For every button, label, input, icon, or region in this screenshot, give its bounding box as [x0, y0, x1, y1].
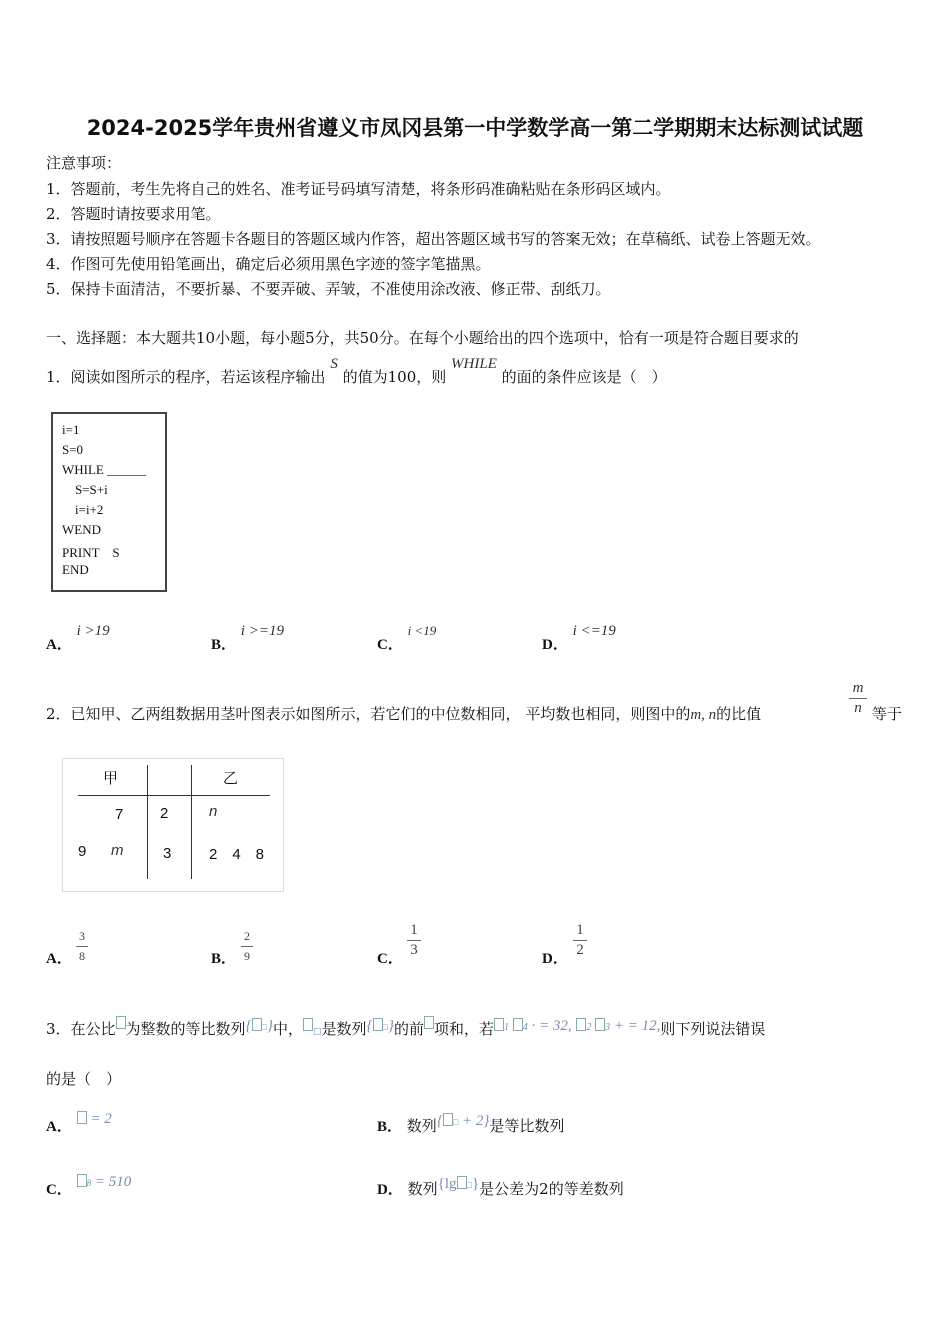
q2-option-b[interactable]: B．	[211, 951, 237, 967]
fraction-m-over-n: m n	[849, 680, 867, 717]
stem-leaf-cell: 2	[160, 805, 169, 822]
section-heading: 一、选择题：本大题共10小题，每小题5分，共50分。在每个小题给出的四个选项中，恰有一项是符合题目要求的	[46, 329, 799, 347]
program-figure	[51, 412, 167, 592]
notice-item: 4．作图可先使用铅笔画出，确定后必须用黑色字迹的签字笔描黑。	[46, 255, 491, 273]
var-mn: m, n	[690, 707, 717, 723]
q2-option-c[interactable]: C．	[377, 951, 403, 967]
stem-leaf-cell: 9	[78, 843, 87, 860]
q3-option-a[interactable]: A． = 2	[46, 1111, 112, 1135]
question-2-stem: 2．已知甲、乙两组数据用茎叶图表示如图所示，若它们的中位数相同， 平均数也相同，则图中的m, n的比值	[46, 705, 762, 723]
q3-option-c[interactable]: C． 8 = 510	[46, 1174, 132, 1198]
question-3-stem: 3．在公比 为整数的等比数列{ □}中， □是数列{ □}的前 项和，若 1 4 · = 32, 2 3 + = 12,则下列说法错误	[46, 1018, 766, 1038]
code-line: WEND	[62, 522, 101, 537]
code-line: WHILE ______	[62, 462, 147, 477]
stem-leaf-right-head: 乙	[223, 769, 239, 787]
q3-option-d[interactable]: D． 数列{lg □}是公差为2的等差数列	[377, 1176, 624, 1198]
q1-option-c[interactable]: C． i <19	[377, 623, 437, 653]
q1-option-d[interactable]: D． i <=19	[542, 623, 616, 653]
q1-option-b[interactable]: B． i >=19	[211, 623, 284, 653]
question-2-suffix: 等于	[872, 705, 903, 723]
stem-leaf-cell: m	[111, 842, 124, 859]
code-line: S=0	[62, 442, 84, 457]
notice-item: 1．答题前，考生先将自己的姓名、准考证号码填写清楚，将条形码准确粘贴在条形码区域内。	[46, 180, 671, 198]
code-line: i=1	[62, 422, 80, 437]
q2-option-c-fraction: 1 3	[407, 922, 421, 959]
q2-option-a[interactable]: A．	[46, 951, 72, 967]
notice-heading: 注意事项：	[46, 154, 122, 172]
notice-item: 5．保持卡面清洁，不要折暴、不要弄破、弄皱，不准使用涂改液、修正带、刮纸刀。	[46, 280, 611, 298]
code-line: PRINT S	[62, 545, 120, 560]
notice-item: 2．答题时请按要求用笔。	[46, 205, 221, 223]
q2-option-d[interactable]: D．	[542, 951, 568, 967]
q1-option-a[interactable]: A． i >19	[46, 623, 110, 653]
question-3-stem-line2: 的是（ ）	[46, 1070, 122, 1088]
placeholder-q	[116, 1016, 126, 1029]
notice-item: 3．请按照题号顺序在答题卡各题目的答题区域内作答，超出答题区域书写的答案无效；在草稿纸、试卷上答题无效。	[46, 230, 821, 248]
code-line: END	[62, 562, 89, 577]
question-1-stem: 1．阅读如图所示的程序，若运该程序输出 S 的值为100，则 WHILE 的面的条件应该是（ ）	[46, 356, 667, 386]
q2-option-a-fraction: 3 8	[76, 928, 88, 965]
code-line: i=i+2	[75, 502, 104, 517]
stem-leaf-left-head: 甲	[103, 769, 119, 787]
stem-leaf-cell: 2 4 8	[209, 846, 265, 863]
q2-option-d-fraction: 1 2	[573, 922, 587, 959]
q2-option-b-fraction: 2 9	[241, 928, 253, 965]
q3-option-b[interactable]: B． 数列{ □ + 2}是等比数列	[377, 1113, 565, 1135]
var-while: WHILE	[451, 356, 497, 372]
stem-leaf-cell: 7	[115, 806, 124, 823]
stem-leaf-plot	[62, 758, 284, 892]
stem-leaf-cell: 3	[163, 845, 172, 862]
stem-leaf-cell: n	[209, 803, 218, 820]
page-title: 2024-2025学年贵州省遵义市凤冈县第一中学数学高一第二学期期末达标测试试题	[86, 116, 864, 140]
code-line: S=S+i	[75, 482, 108, 497]
var-s: S	[330, 356, 338, 372]
